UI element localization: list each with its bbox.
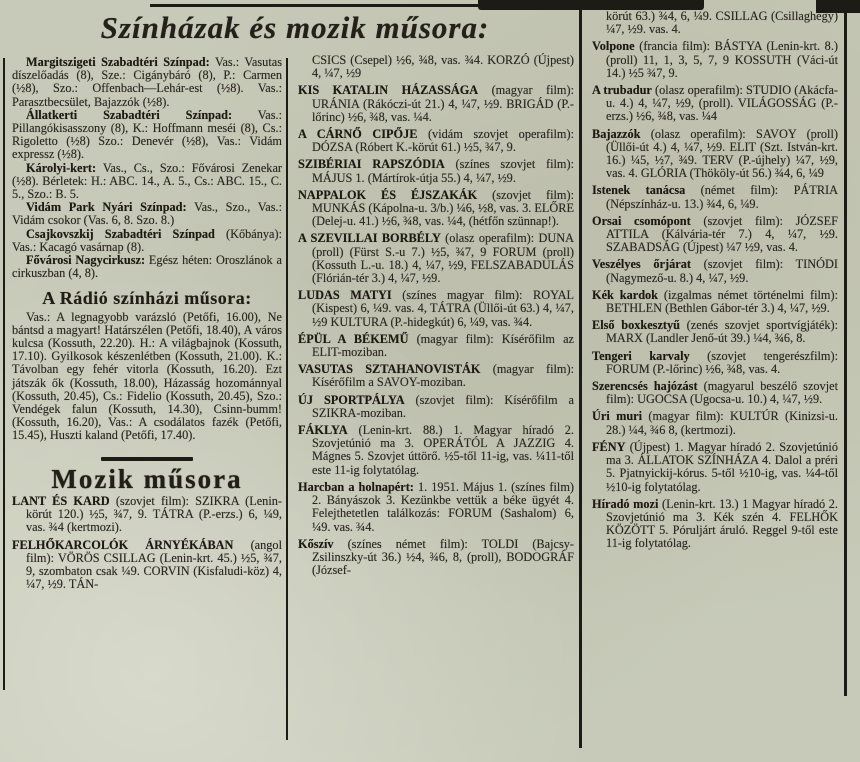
entry-text: (izgalmas német történelmi film): BETHLEN (Bethlen Gábor-tér 3.) 4, ¼7, ½9. [606,287,838,316]
film-title: Harcban a holnapért: [298,479,414,494]
top-rule-thin [150,4,482,7]
cinema-entry-continuation [298,54,574,80]
cinema-entry [298,481,574,534]
entry-text: (olasz operafilm): SAVOY (proll) (Üllői-út 4.) 4, ¼7, ½9. ELIT (Szt. István-krt. 16.) ¼5, ½7, ¾9. TERV (P.-újhely) ¼7, ½9, vas. 4. GLÓRIA (Thököly-út 56.) ¾4, 6, ¼9 [606,126,838,181]
radio-section-heading: A Rádió színházi műsora: [42,288,252,309]
cinema-entry [592,128,838,181]
column-theaters [12,56,282,595]
entry-text: (angol film): VÖRÖS CSILLAG (Lenin-krt. 45.) ½5, ¾7, 9, szombaton csak ¼9. CORVIN (Kisfaludi-köz) 4, ¼7, ½9. TÁN- [26,537,282,592]
film-title: Kék kardok [592,287,659,302]
right-edge-rule [844,10,847,696]
entry-text: (színes magyar film): ROYAL (Kispest) 6, ¼9. vas. 4, TÁTRA (Üllői-út 63.) 4, ¼7, ½9 KULTURA (P.-hidegkút) 6, ¼9, vas. ¾4. [312,288,575,329]
cinema-entry [592,184,838,210]
cinema-entry [592,380,838,406]
cinema-entry [298,84,574,124]
cinema-entry-continuation [592,10,838,36]
film-title: A SZEVILLAI BORBÉLY [298,231,441,246]
cinema-entry [592,410,838,436]
left-edge-rule [3,58,5,690]
cinema-entry [592,441,838,494]
film-title: KIS KATALIN HÁZASSÁGA [298,83,479,98]
cinema-entry [592,84,838,124]
entry-text: CSICS (Csepel) ½6, ¾8, vas. ¾4. KORZÓ (Újpest) 4, ¼7, ½9 [312,53,574,81]
entry-text: (szovjet tengerészfilm): FORUM (P.-lőrinc) ½6, ¾8, vas. 4. [606,348,838,376]
film-title: Szerencsés hajózást [592,379,698,394]
entry-text: (színes német film): TOLDI (Bajcsy-Zsilinszky-út 36.) ½4, ¾6, 8, (proll), BODOGRÁF (József- [312,536,574,578]
cinema-entry [592,350,838,376]
entry-text: (magyarul beszélő szovjet film): UGOCSA (Ugocsa-u. 10.) 4, ¼7, ½9. [606,379,838,407]
entry-text: (magyar film): KULTÚR (Kinizsi-u. 28.) ¼4, ¾6 8, (kertmozi). [606,409,838,437]
film-title: Híradó mozi [592,496,659,511]
film-title: Első boxkesztyű [592,318,680,333]
cinema-entry [592,498,838,551]
film-title: A trubadur [592,83,652,98]
entry-text: (szovjet film): MUNKÁS (Kápolna-u. 3/b.) ¼6, ½8, vas. 3. ELŐRE (Delej-u. 41.) ½6, ¾8, vas. ¼4, (hétfőn szünnap!). [312,187,574,229]
column-divider-left [286,58,288,740]
entry-text: (vidám szovjet operafilm): DÓZSA (Róbert K.-körút 61.) ½5, ¾7, 9. [312,127,574,155]
entry-text: (Kőbánya): Vas.: Kacagó vasárnap (8). [12,226,282,254]
entry-text: (magyar film): Kísérőfilm a SAVOY-moziban. [312,362,575,390]
column-divider-right [579,0,582,748]
venue-name: Állatkerti Szabadtéri Színpad: [26,107,233,122]
cinema-entry [298,158,574,184]
entry-text: (szovjet film): TINÓDI (Nagymező-u. 8.) 4, ¼7, ½9. [606,257,838,285]
film-title: Kőszív [298,536,334,551]
film-title: VASUTAS SZTAHANOVISTÁK [298,362,481,377]
entry-text: (szovjet film): Kísérőfilm a SZIKRA-moziban. [312,392,574,420]
section-divider [101,457,193,461]
theater-entry [12,109,282,162]
film-title: A CÁRNŐ CIPŐJE [298,127,418,142]
entry-text: (német film): PÁTRIA (Népszínház-u. 13.) ¾4, 6, ¼9. [606,183,838,211]
entry-text: Vas., Cs., Szo.: Fővárosi Zenekar (½8). Bérletek: H.: ABC. 14., A. 5., Cs.: ABC. 15., C. 5., Szo.: B. 5. [12,160,282,202]
entry-text: Vas., Szo., Vas.: Vidám csokor (Vas. 6, 8. Szo. 8.) [12,200,282,228]
film-title: ÉPÜL A BÉKEMŰ [298,331,409,346]
page-title: Színházak és mozik műsora: [100,10,490,45]
entry-text: 1. 1951. Május 1. (színes film) 2. Bányászok 3. Kezünkbe vettük a béke ügyét 4. Felejthetetlen találkozás: FORUM (Sashalom) 6, ¼9. vas. ¾4. [312,479,574,534]
entry-text: (Lenin-krt. 13.) 1 Magyar híradó 2. Szovjetúnió ma 3. Kék szén 4. FELHŐK KÖZÖTT 5. Póruljárt áruló. Reggel 9-től este 11-ig folytatólag. [606,496,838,551]
entry-text: (Újpest) 1. Magyar híradó 2. Szovjetúnió ma 3. ÁLLATOK SZÍNHÁZA 4. Dalol a préri 5. Pjatnyickij-kórus. 5-től ½10-ig, vas. ¼4-től ½10-ig folytatólag. [606,439,838,494]
entry-text: (francia film): BÁSTYA (Lenin-krt. 8.) (proll) 11, 1, 3, 5, 7, 9 KOSSUTH (Váci-út 14.) ½5 ¾7, 9. [606,39,838,80]
cinema-entry [592,215,838,255]
theater-entry [12,56,282,109]
cinema-entry [298,232,574,285]
film-title: Volpone [592,39,635,54]
venue-name: Fővárosi Nagycirkusz: [26,253,146,268]
film-title: Veszélyes őrjárat [592,257,691,272]
theater-entry [12,254,282,280]
cinema-entry [298,128,574,154]
film-title: ÚJ SPORTPÁLYA [298,392,405,407]
venue-name: Vidám Park Nyári Színpad: [26,200,187,215]
venue-name: Károlyi-kert: [26,160,97,175]
film-title: NAPPALOK ÉS ÉJSZAKÁK [298,187,478,202]
theater-section [12,56,282,280]
film-title: FÉNY [592,439,626,454]
theater-entry [12,162,282,202]
entry-text: (olasz operafilm): STUDIO (Akácfa-u. 4.) 4, ¼7, ½9, (proll). VILÁGOSSÁG (P.-erzs.) ½6, ¾8, vas. ¼4 [606,83,838,124]
entry-text: (színes szovjet film): MÁJUS 1. (Mártírok-útja 55.) 4, ¼7, ½9. [312,157,574,185]
entry-text: (magyar film): URÁNIA (Rákóczi-út 21.) 4, ¼7, ½9. BRIGÁD (P.-lőrinc) ½6, ¾8, vas. ¼4. [312,83,574,124]
cinema-entry [592,319,838,345]
cinema-entry [298,424,574,477]
entry-text: körút 63.) ¾4, 6, ¼9. CSILLAG (Csillaghegy) ¼7, ½9. vas. 4. [606,9,838,37]
theater-entry [12,228,282,254]
entry-text: (magyar film): Kísérőfilm az ELIT-moziban. [312,331,574,360]
venue-name: Margitszigeti Szabadtéri Színpad: [26,55,210,69]
film-title: FELHŐKARCOLÓK ÁRNYÉKÁBAN [12,537,234,552]
cinema-entry [298,394,574,420]
film-title: LANT ÉS KARD [12,493,110,508]
entry-text: (olasz operafilm): DUNA (proll) (Fürst S.-u 7.) ½5, ¾7, 9 FORUM (proll) (Kossuth L.-u. 18.) 4, ¼7, ½9, FELSZABADULÁS (Flórián-tér 3.) 4, ¼7, ½9. [312,231,574,286]
cinema-entry [298,333,574,359]
movies-section-heading: Mozik műsora [51,463,243,494]
radio-listing: Vas.: A legnagyobb varázsló (Petőfi, 16.00), Ne bántsd a magyart! Határszélen (Petőfi, 18.40), A város kulcsa (Kossuth, 22.20). H.: A világbajnok (Kossuth, 17.10). Gyilkosok készenlétben (Kossuth, 21.00). K.: Távolban egy fehér vitorla (Kossuth, 16.20). Ezt játszák ők (Kossuth, 18.00), Házasság hozománnyal (Kossuth, 20.45), Cs.: Fidelio (Kossuth, 20.45), Szo.: Vendégek falun (Kossuth, 14.30), Csinn-bumm! (Kossuth, 16.20), Vas.: A csodálatos fazék (Petőfi, 15.45), Huszti kaland (Petőfi, 17.40). [12,309,282,443]
film-title: Tengeri karvaly [592,348,690,363]
cinema-entry [298,538,574,578]
cinema-entry [592,40,838,80]
cinema-entry [298,289,574,329]
cinema-entry [592,289,838,315]
entry-text: (szovjet film): SZIKRA (Lenin-körút 120.) ½5, ¾7, 9. TÁTRA (P.-erzs.) 6, ¼9, vas. ¾4 (kertmozi). [26,493,282,535]
column-cinemas-right [592,10,838,555]
cinema-entry [592,258,838,284]
entry-text: Egész héten: Oroszlánok a cirkuszban (4, 8). [12,253,282,281]
cinema-entry [298,189,574,229]
entry-text: Vas.: Vasutas díszelőadás (8), Sze.: Cigánybáró (8), P.: Carmen (½8), Szo.: Offenbach—Lehár-est (½8). Vas.: Parasztbecsület, Bajazzók (½8). [12,55,282,109]
film-title: Orsai csomópont [592,213,691,228]
film-title: FÁKLYA [298,423,348,438]
venue-name: Csajkovszkij Szabadtéri Színpad [26,226,215,241]
entry-text: Vas.: Pillangókisasszony (8), K.: Hoffmann meséi (8), Cs.: Rigoletto (½8) Szo.: Denevér (½8), Vas.: Vidám expressz (½8). [12,107,282,162]
film-title: SZIBÉRIAI RAPSZÓDIA [298,157,445,172]
cinema-entry [298,363,574,389]
column-cinemas-middle [298,54,574,581]
film-title: Úri muri [592,409,643,424]
cinema-entry [12,539,282,592]
entry-text: (Lenin-krt. 88.) 1. Magyar híradó 2. Szovjetúnió ma 3. OPERÁTÓL A JAZZIG 4. Mágnes 5. Szovjet úttörő. ½5-től 11-ig, vas. ¼11-től este 11-ig folytatólag. [312,423,574,477]
entry-text: (szovjet film): JÓZSEF ATTILA (Kálvária-tér 7.) 4, ¼7, ½9. SZABADSÁG (Újpest) ¼7 ½9, vas. 4. [606,213,838,255]
film-title: Bajazzók [592,126,641,141]
entry-text: (zenés szovjet sportvígjáték): MARX (Landler Jenő-út 39.) ¼4, ¾6, 8. [606,318,838,346]
theater-entry [12,201,282,227]
cinema-entry [12,495,282,535]
film-title: Istenek tanácsa [592,183,686,198]
film-title: LUDAS MATYI [298,288,392,303]
